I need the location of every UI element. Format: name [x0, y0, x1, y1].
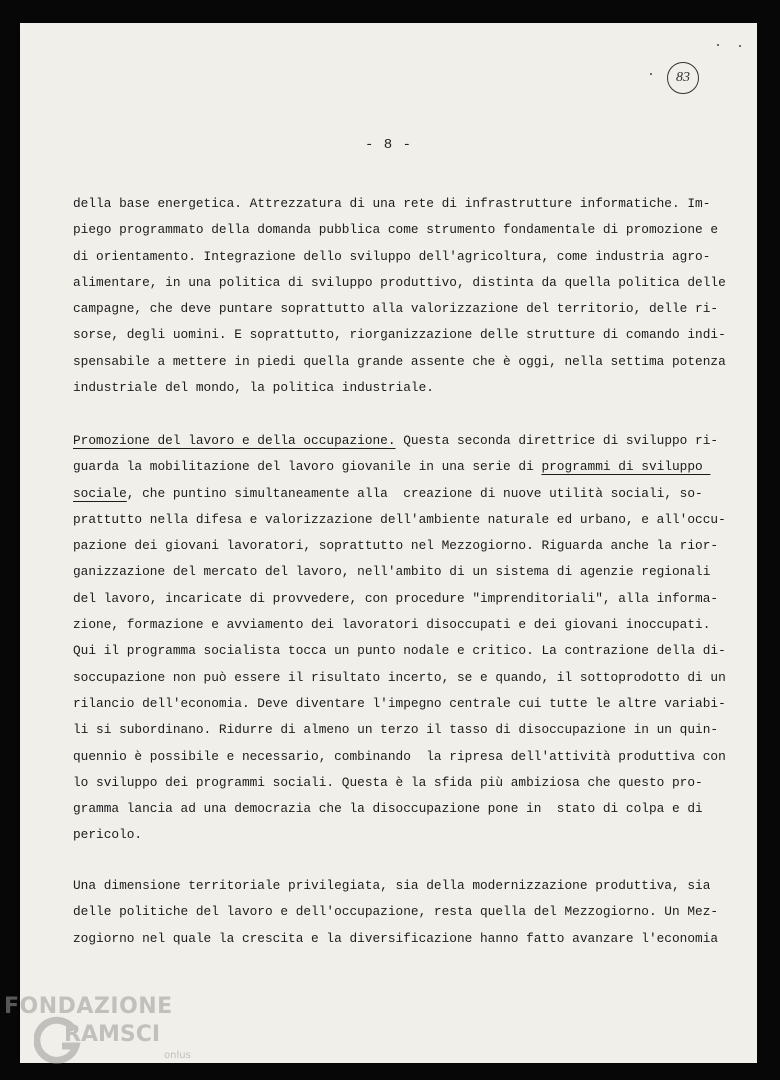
text-line: delle politiche del lavoro e dell'occupazione, resta quella del Mezzogiorno. Un Mez- [73, 904, 719, 920]
text-line: ganizzazione del mercato del lavoro, nell'ambito di un sistema di agenzie regionali [73, 564, 711, 580]
text-line: Promozione del lavoro e della occupazione. Questa seconda direttrice di sviluppo ri- [73, 433, 719, 448]
text-line: della base energetica. Attrezzatura di una rete di infrastrutture informatiche. Im- [73, 196, 711, 211]
underlined-phrase: programmi di sviluppo [541, 459, 711, 475]
text-line: Qui il programma socialista tocca un punto nodale e critico. La contrazione della di- [73, 643, 726, 659]
section-heading: Promozione del lavoro e della occupazione. [73, 433, 396, 448]
text-line: zione, formazione e avviamento dei lavoratori disoccupati e dei giovani inoccupati. [73, 617, 711, 633]
speck [739, 45, 741, 47]
text-line: spensabile a mettere in piedi quella grande assente che è oggi, nella settima potenza [73, 353, 726, 369]
text-line: lo sviluppo dei programmi sociali. Questa è la sfida più ambiziosa che questo pro- [73, 774, 703, 790]
text-line: industriale del mondo, la politica industriale. [73, 380, 434, 396]
watermark-line-2: RAMSCI [64, 1022, 161, 1047]
paragraph-1 [73, 191, 726, 401]
fondazione-gramsci-watermark [4, 994, 204, 1074]
document-page [20, 23, 757, 1063]
text-line: del lavoro, incaricate di provvedere, con procedure "imprenditoriali", alla informa- [73, 590, 719, 606]
page-number: - 8 - [364, 137, 412, 153]
paragraph-2 [73, 428, 726, 849]
text-line: zogiorno nel quale la crescita e la diversificazione hanno fatto avanzare l'economia [73, 930, 719, 946]
paragraph-3 [73, 873, 719, 952]
text-line: alimentare, in una politica di sviluppo produttivo, distinta da quella politica delle [73, 274, 726, 290]
text-line: campagne, che deve puntare soprattutto alla valorizzazione del territorio, delle ri- [73, 301, 719, 317]
text-line: rilancio dell'economia. Deve diventare l'impegno centrale cui tutte le altre variabi- [73, 695, 726, 711]
text-line: di orientamento. Integrazione dello sviluppo dell'agricoltura, come industria agro- [73, 248, 711, 264]
text-line: soccupazione non può essere il risultato incerto, se e quando, il sottoprodotto di un [73, 669, 726, 685]
watermark-line-1: FONDAZIONE [4, 994, 173, 1019]
text-line: piego programmato della domanda pubblica come strumento fondamentale di promozione e [73, 222, 719, 238]
text-line: quennio è possibile e necessario, combinando la ripresa dell'attività produttiva con [73, 748, 726, 764]
text-line: Una dimensione territoriale privilegiata, sia della modernizzazione produttiva, sia [73, 878, 711, 893]
speck [650, 73, 652, 75]
text-line: gramma lancia ad una democrazia che la disoccupazione pone in stato di colpa e di [73, 801, 703, 817]
text-line: prattutto nella difesa e valorizzazione dell'ambiente naturale ed urbano, e all'occu- [73, 511, 726, 527]
text-line: li si subordinano. Ridurre di almeno un terzo il tasso di disoccupazione in un quin- [73, 722, 719, 738]
watermark-line-3: onlus [164, 1050, 191, 1061]
text-line: guarda la mobilitazione del lavoro giovanile in una serie di programmi di sviluppo [73, 459, 711, 475]
text-line: sorse, degli uomini. E soprattutto, riorganizzazione delle strutture di comando indi- [73, 327, 726, 343]
speck [717, 44, 719, 46]
text-line: sociale, che puntino simultaneamente alla creazione di nuove utilità sociali, so- [73, 485, 703, 501]
text-line: pericolo. [73, 827, 143, 843]
archive-number-mark: 83 [667, 62, 699, 94]
underlined-phrase: sociale [73, 485, 127, 501]
text-line: pazione dei giovani lavoratori, soprattutto nel Mezzogiorno. Riguarda anche la rior- [73, 538, 719, 554]
